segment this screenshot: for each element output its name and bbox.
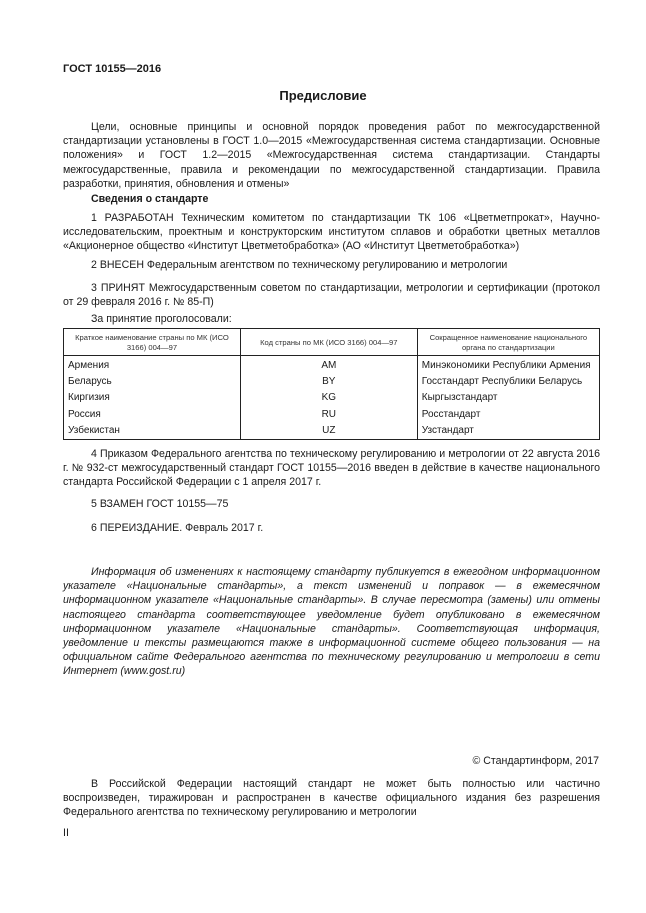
item-enacted: 4 Приказом Федерального агентства по техническому регулированию и метрологии от 22 августа 2016 г. № 932-ст межгосударственный стандарт ГОСТ 10155—2016 введен в действие в качестве национального стандарта Российской Федерации с 1 апреля 2017 г. <box>63 448 600 489</box>
cell-body: Минэкономики Республики Армения <box>417 356 599 375</box>
document-code: ГОСТ 10155—2016 <box>63 63 162 75</box>
column-header-code: Код страны по МК (ИСО 3166) 004—97 <box>240 329 417 356</box>
cell-code: AM <box>240 356 417 375</box>
cell-code: RU <box>240 407 417 423</box>
cell-body: Кыргызстандарт <box>417 390 599 406</box>
section-heading: Сведения о стандарте <box>91 193 209 205</box>
column-header-body: Сокращенное наименование национального органа по стандартизации <box>417 329 599 356</box>
item-reissue: 6 ПЕРЕИЗДАНИЕ. Февраль 2017 г. <box>91 522 264 534</box>
item-developed: 1 РАЗРАБОТАН Техническим комитетом по стандартизации ТК 106 «Цветметпрокат», Научно-исследовательским, проектным и конструкторским институтом сплавов и обработки цветных металлов «Акционерное общество «Институт Цветметобработка» (АО «Институт Цветметобработка») <box>63 212 600 253</box>
cell-country: Киргизия <box>64 390 241 406</box>
copyright-line: © Стандартинформ, 2017 <box>472 755 599 767</box>
cell-code: KG <box>240 390 417 406</box>
cell-body: Госстандарт Республики Беларусь <box>417 374 599 390</box>
cell-country: Узбекистан <box>64 423 241 440</box>
table-row <box>64 407 600 423</box>
voted-label: За принятие проголосовали: <box>91 313 232 325</box>
item-replaces: 5 ВЗАМЕН ГОСТ 10155—75 <box>91 498 229 510</box>
reproduction-notice: В Российской Федерации настоящий стандарт не может быть полностью или частично воспроизведен, тиражирован и распространен в качестве официального издания без разрешения Федерального агентства по техническому регулированию и метрологии <box>63 778 600 819</box>
item-adopted: 3 ПРИНЯТ Межгосударственным советом по стандартизации, метрологии и сертификации (протокол от 29 февраля 2016 г. № 85-П) <box>63 282 600 309</box>
cell-code: UZ <box>240 423 417 440</box>
table-row <box>64 374 600 390</box>
column-header-country: Краткое наименование страны по МК (ИСО 3166) 004—97 <box>64 329 241 356</box>
table-header-row <box>64 329 600 356</box>
table-row <box>64 423 600 440</box>
votes-table <box>63 328 600 440</box>
item-introduced: 2 ВНЕСЕН Федеральным агентством по техническому регулированию и метрологии <box>91 259 508 271</box>
cell-country: Армения <box>64 356 241 375</box>
page-number: II <box>63 827 69 839</box>
cell-code: BY <box>240 374 417 390</box>
cell-body: Росстандарт <box>417 407 599 423</box>
info-notice: Информация об изменениях к настоящему стандарту публикуется в ежегодном информационном указателе «Национальные стандарты», а текст изменений и поправок — в ежемесячном информационном указателе «Национальные стандарты». В случае пересмотра (замены) или отмены настоящего стандарта соответствующее уведомление будет опубликовано в ежемесячном информационном указателе «Национальные стандарты». Соответствующая информация, уведомление и тексты размещаются также в информационной системе общего пользования — на официальном сайте Федерального агентства по техническому регулированию и метрологии в сети Интернет (www.gost.ru) <box>63 566 600 678</box>
page-title: Предисловие <box>279 88 367 103</box>
intro-paragraph: Цели, основные принципы и основной порядок проведения работ по межгосударственной стандартизации установлены в ГОСТ 1.0—2015 «Межгосударственная система стандартизации. Основные положения» и ГОСТ 1.2—2015 «Межгосударственная система стандартизации. Стандарты межгосударственные, правила и рекомендации по межгосударственной стандартизации. Правила разработки, принятия, обновления и отмены» <box>63 121 600 190</box>
cell-country: Россия <box>64 407 241 423</box>
cell-body: Узстандарт <box>417 423 599 440</box>
table-row <box>64 390 600 406</box>
cell-country: Беларусь <box>64 374 241 390</box>
table-row <box>64 356 600 375</box>
